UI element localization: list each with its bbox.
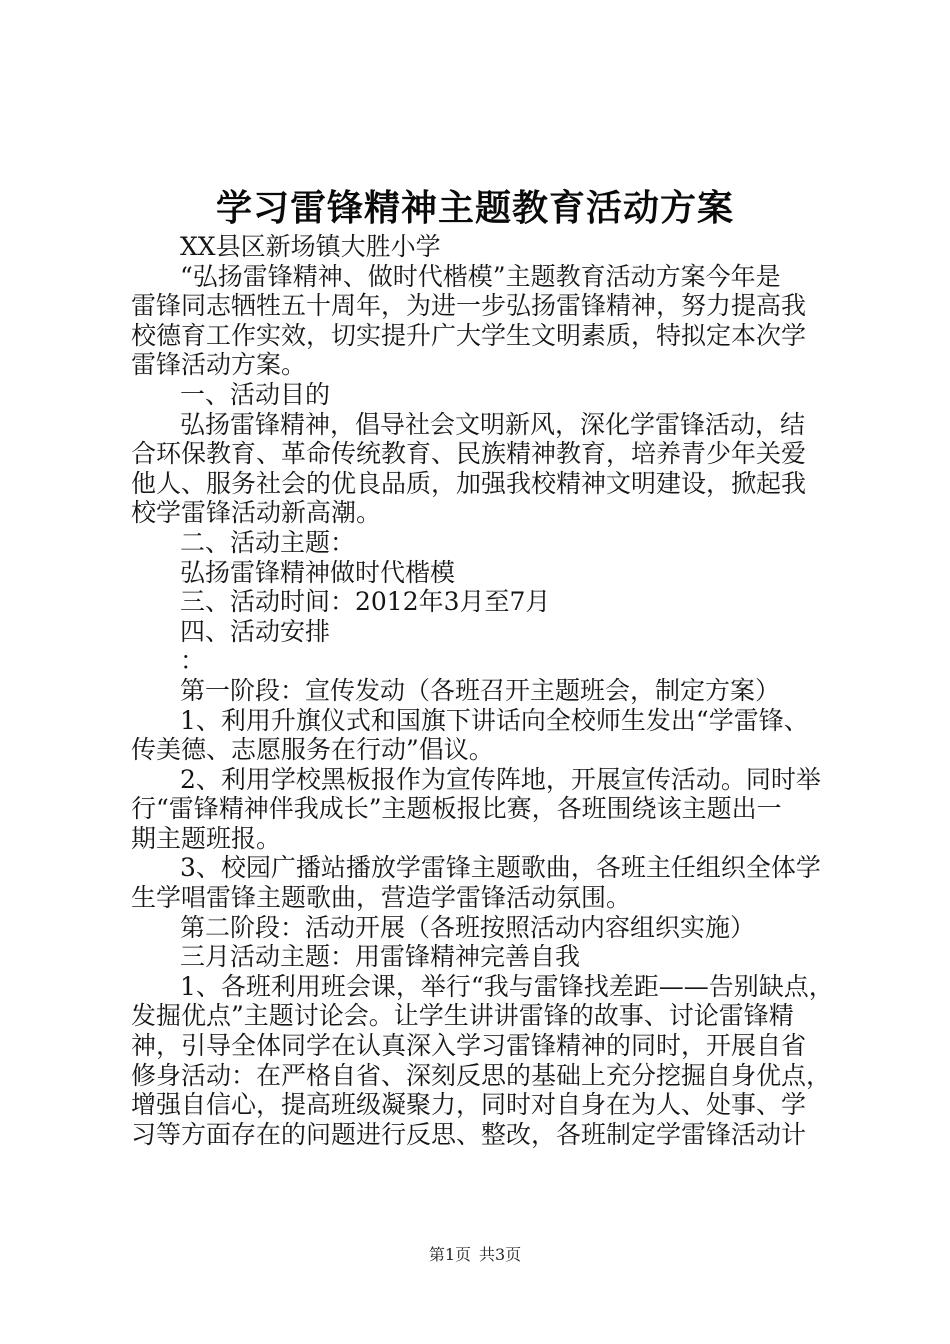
body-line: 第一阶段：宣传发动（各班召开主题班会，制定方案） bbox=[180, 675, 781, 705]
page-total: 共3页 bbox=[479, 1245, 522, 1264]
body-line: 合环保教育、革命传统教育、民族精神教育，培养青少年关爱 bbox=[131, 439, 807, 469]
body-line: 校德育工作实效，切实提升广大学生文明素质，特拟定本次学 bbox=[131, 320, 807, 350]
body-line: 校学雷锋活动新高潮。 bbox=[131, 498, 382, 528]
body-line: “弘扬雷锋精神、做时代楷模”主题教育活动方案今年是 bbox=[180, 261, 781, 291]
body-line: 神，引导全体同学在认真深入学习雷锋精神的同时，开展自省 bbox=[131, 1031, 807, 1061]
page-footer bbox=[0, 1244, 950, 1266]
body-line: 1、各班利用班会课，举行“我与雷锋找差距——告别缺点， bbox=[180, 971, 834, 1001]
body-line: 修身活动：在严格自省、深刻反思的基础上充分挖掘自身优点， bbox=[131, 1060, 832, 1090]
body-line: 1、利用升旗仪式和国旗下讲话向全校师生发出“学雷锋、 bbox=[180, 705, 809, 735]
body-line: 第二阶段：活动开展（各班按照活动内容组织实施） bbox=[180, 912, 756, 942]
body-line: 二、活动主题： bbox=[180, 527, 356, 557]
body-line: 行“雷锋精神伴我成长”主题板报比赛，各班围绕该主题出一 bbox=[131, 794, 782, 824]
body-line: 发掘优点”主题讨论会。让学生讲讲雷锋的故事、讨论雷锋精 bbox=[131, 1001, 794, 1031]
document-title: 学习雷锋精神主题教育活动方案 bbox=[215, 187, 734, 229]
body-line: 增强自信心，提高班级凝聚力，同时对自身在为人、处事、学 bbox=[131, 1090, 807, 1120]
body-line: 四、活动安排 bbox=[180, 616, 331, 646]
body-line: 弘扬雷锋精神，倡导社会文明新风，深化学雷锋活动，结 bbox=[180, 409, 806, 439]
body-line: 三月活动主题：用雷锋精神完善自我 bbox=[180, 942, 581, 972]
body-line: 雷锋同志牺牲五十周年，为进一步弘扬雷锋精神，努力提高我 bbox=[131, 291, 807, 321]
document-body bbox=[131, 232, 834, 1149]
body-line: 雷锋活动方案。 bbox=[131, 350, 307, 380]
body-line: 三、活动时间：2012年3月至7月 bbox=[180, 587, 551, 617]
body-line: ： bbox=[180, 646, 206, 676]
body-line: 他人、服务社会的优良品质，加强我校精神文明建设，掀起我 bbox=[131, 468, 807, 498]
body-line: 期主题班报。 bbox=[131, 823, 282, 853]
body-line: 弘扬雷锋精神做时代楷模 bbox=[180, 557, 456, 587]
body-line: 3、校园广播站播放学雷锋主题歌曲，各班主任组织全体学 bbox=[180, 853, 821, 883]
body-line: 习等方面存在的问题进行反思、整改，各班制定学雷锋活动计 bbox=[131, 1119, 807, 1149]
page-number: 第1页 bbox=[428, 1245, 471, 1264]
body-line: XX县区新场镇大胜小学 bbox=[180, 232, 441, 261]
body-line: 一、活动目的 bbox=[180, 379, 331, 409]
body-line: 生学唱雷锋主题歌曲，营造学雷锋活动氛围。 bbox=[131, 883, 632, 913]
body-line: 传美德、志愿服务在行动”倡议。 bbox=[131, 735, 494, 765]
body-line: 2、利用学校黑板报作为宣传阵地，开展宣传活动。同时举 bbox=[180, 764, 821, 794]
